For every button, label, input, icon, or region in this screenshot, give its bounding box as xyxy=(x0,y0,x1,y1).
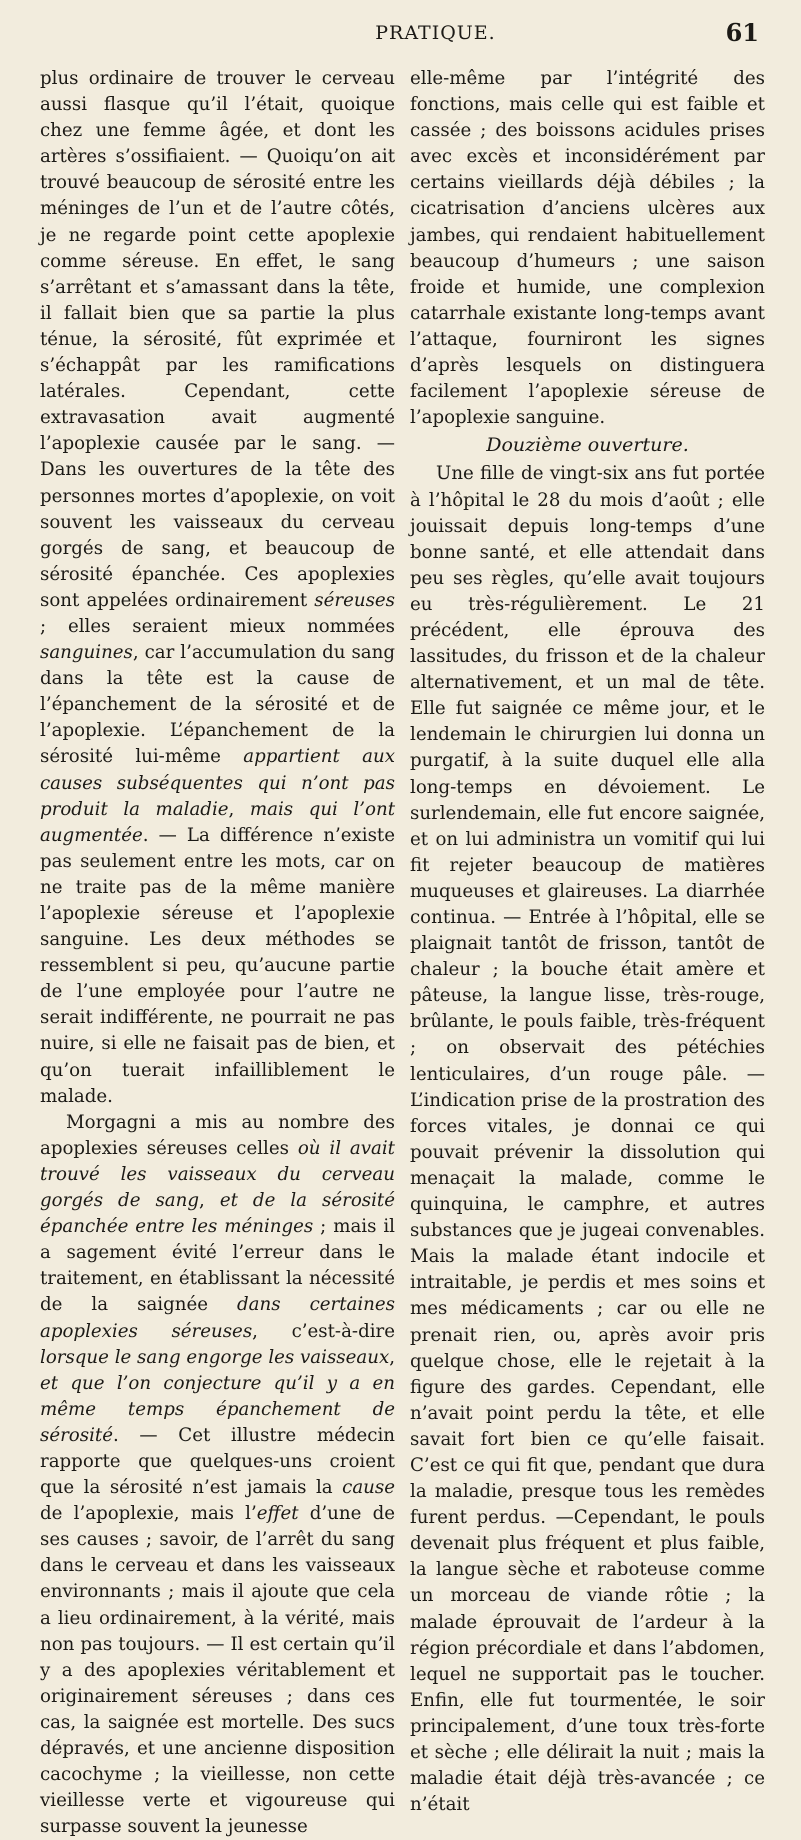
text-run: Une fille de vingt-six ans fut portée à l’hôpital le 28 du mois d’août ; elle jouissait depuis long-temps d’une bonne santé, et elle attendait dans peu ses règles, qu’elle avait toujours eu très-régulièrement. Le 21 précédent, elle éprouva des lassitudes, du frisson et de la chaleur alternativement, et un mal de tête. Elle fut saignée ce même jour, et le lendemain le chirurgien lui donna un purgatif, à la suite duquel elle alla long-temps en dévoiement. Le surlendemain, elle fut encore saignée, et on lui administra un vomitif qui lui fit rejeter beaucoup de matières muqueuses et glaireuses. La diarrhée continua. — Entrée à l’hôpital, elle se plaignait tantôt de frisson, tantôt de chaleur ; la bouche était amère et pâteuse, la langue lisse, très-rouge, brûlante, le pouls faible, très-fréquent ; on observait des pétéchies lenticulaires, d’un rouge pâle. — L’indication prise de la prostration des forces vitales, je donnai ce qui pouvait prévenir la dissolution qui menaçait la malade, comme le quinquina, le camphre, et autres substances que je jugeai convenables. Mais la malade étant indocile et intraitable, je perdis et mes soins et mes médicaments ; car ou elle ne prenait rien, ou, après avoir pris quelque chose, elle le rejetait à la figure des gardes. Cependant, elle n’avait point perdu la tête, et elle savait fort bien ce qu’elle faisait. C’est ce qui fit que, pendant que dura la maladie, presque tous les remèdes furent perdus. —Cependant, le pouls devenait plus fréquent et plus faible, la langue sèche et raboteuse comme un morceau de viande rôtie ; la malade éprouvait de l’ardeur à la région précordiale et dans l’abdomen, lequel ne supportait pas le toucher. Enfin, elle fut tourmentée, le soir principalement, d’une toux très-forte et sèche ; elle délirait la nuit ; mais la maladie était déjà très-avancée ; ce n’était xyxy=(410,463,765,1816)
text-run: , xyxy=(228,798,250,820)
page-header xyxy=(0,18,801,58)
page-number: 61 xyxy=(725,18,759,47)
italic-run: et de la sérosité épanchée entre les méninges xyxy=(40,1190,395,1238)
text-run: . — La différence n’existe pas seulement entre les mots, car on ne traite pas de la même manière l’apoplexie séreuse et l’apoplexie sanguine. Les deux méthodes se ressemblent si peu, qu’aucune partie de l’une employée pour l’autre ne serait indifférente, ne pourrait ne pas nuire, si elle ne faisait pas de bien, et qu’on tuerait infailliblement le malade. xyxy=(40,824,395,1107)
paragraph xyxy=(40,66,395,1110)
italic-run: mais qui l’ont augmentée xyxy=(40,798,395,846)
left-column xyxy=(40,66,395,1840)
text-run: Morgagni a mis au nombre des apoplexies séreuses celles xyxy=(40,1111,395,1159)
italic-run: lorsque le sang engorge les vaisseaux xyxy=(40,1346,390,1368)
text-run: . — Cet illustre médecin rapporte que quelques-uns croient que la sérosité n’est jamais la xyxy=(40,1424,395,1499)
paragraph xyxy=(410,461,765,1818)
text-run: , car l’accumulation du sang dans la tête est la cause de l’épanchement de la sérosité et de l’apoplexie. L’épanchement de la sérosité lui-même xyxy=(40,642,395,768)
italic-run: et que l’on conjecture qu’il y a en même temps épanchement de sérosité xyxy=(40,1372,395,1446)
text-run: ; elles seraient mieux nommées xyxy=(40,615,395,637)
italic-run: sanguines xyxy=(40,642,133,664)
text-run: , c’est-à-dire xyxy=(252,1320,395,1342)
italic-run: appartient aux causes subséquentes qui n’ont pas produit la maladie xyxy=(40,746,395,820)
italic-run: dans certaines apoplexies séreuses xyxy=(40,1294,395,1342)
italic-run: où il avait trouvé les vaisseaux du cerveau gorgés de sang xyxy=(40,1137,395,1212)
italic-run: séreuses xyxy=(314,589,395,611)
italic-run: effet xyxy=(256,1503,299,1525)
text-run: d’une de ses causes ; savoir, de l’arrêt du sang dans le cerveau et dans les vaisseaux environnants ; mais il ajoute que cela a lieu ordinairement, à la vérité, mais non pas toujours. — Il est certain qu’il y a des apoplexies véritablement et originairement séreuses ; dans ces cas, la saignée est mortelle. Des sucs dépravés, et une ancienne disposition cacochyme ; la vieillesse, non cette vieillesse verte et vigoureuse qui surpasse souvent la jeunesse xyxy=(40,1503,395,1838)
text-run: elle-même par l’intégrité des fonctions, mais celle qui est faible et cassée ; des boissons acidules prises avec excès et inconsidérément par certains vieillards déjà débiles ; la cicatrisation d’anciens ulcères aux jambes, qui rendaient habituellement beaucoup d’humeurs ; une saison froide et humide, une complexion catarrhale existante long-temps avant l’attaque, fourniront les signes d’après lesquels on distinguera facilement l’apoplexie séreuse de l’apoplexie sanguine. xyxy=(410,68,765,429)
text-run: plus ordinaire de trouver le cerveau aussi flasque qu’il l’était, quoique chez une femme âgée, et dont les artères s’ossifiaient. — Quoiqu’on ait trouvé beaucoup de sérosité entre les méninges de l’un et de l’autre côtés, je ne regarde point cette apoplexie comme séreuse. En effet, le sang s’arrêtant et s’amassant dans la tête, il fallait bien que sa partie la plus ténue, la sérosité, fût exprimée et s’échappât par les ramifications latérales. Cependant, cette extravasation avait augmenté l’apoplexie causée par le sang. — Dans les ouvertures de la tête des personnes mortes d’apoplexie, on voit souvent les vaisseaux du cerveau gorgés de sang, et beaucoup de sérosité épanchée. Ces apoplexies sont appelées ordinairement xyxy=(40,68,395,611)
right-column xyxy=(410,66,765,1818)
section-heading: Douzième ouverture. xyxy=(486,434,689,457)
text-run: de l’apoplexie, mais l’ xyxy=(40,1503,257,1525)
running-head: PRATIQUE. xyxy=(375,22,496,44)
text-run: ; mais il a sagement évité l’erreur dans le traitement, en établissant la nécessité de la saignée xyxy=(40,1216,395,1316)
paragraph xyxy=(40,1110,395,1840)
text-run: , xyxy=(389,1346,395,1368)
text-run: , xyxy=(199,1190,220,1212)
paragraph xyxy=(410,66,765,431)
italic-run: cause xyxy=(342,1477,395,1499)
